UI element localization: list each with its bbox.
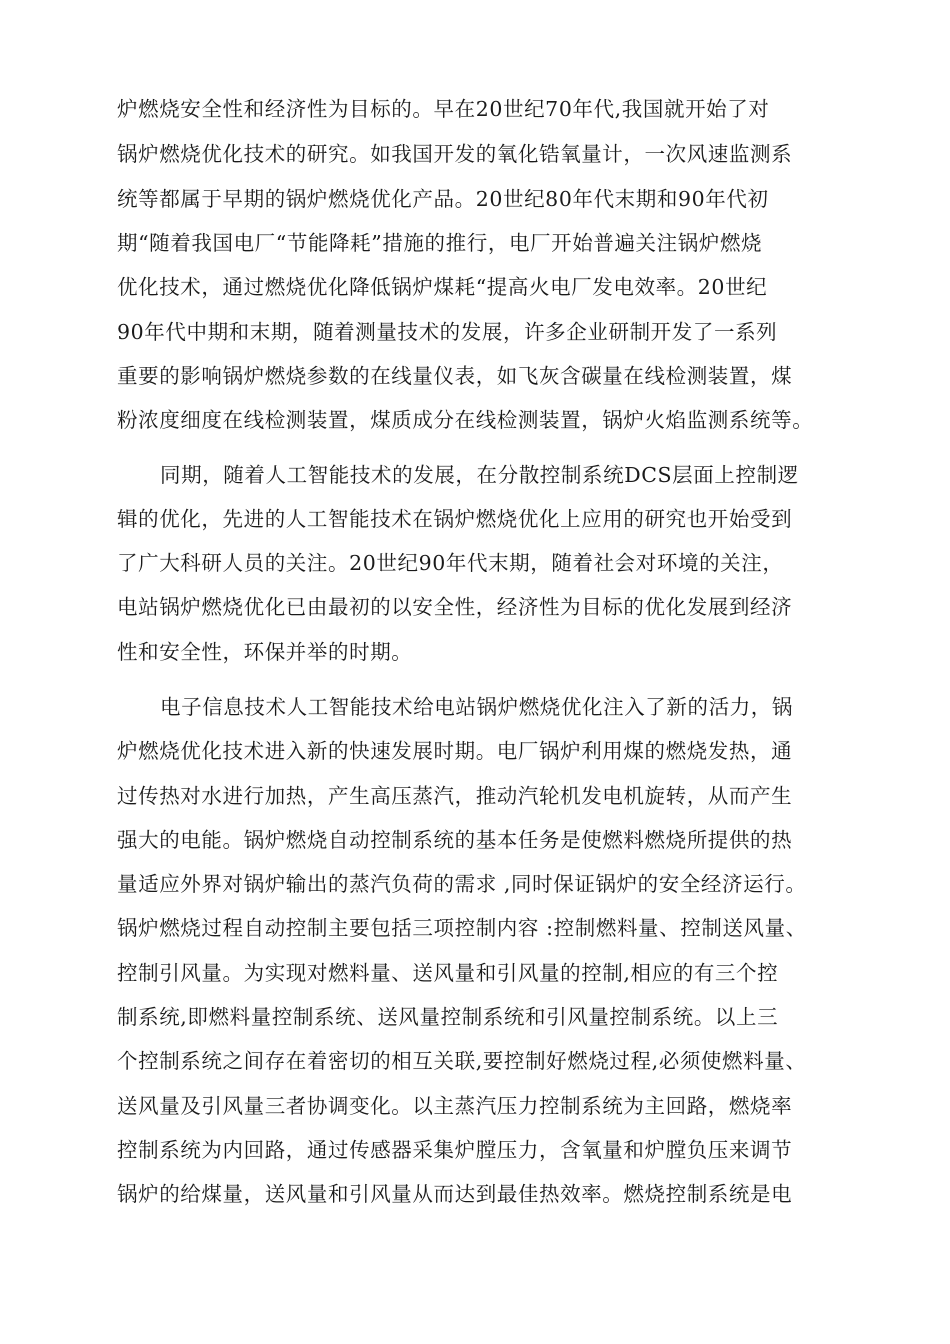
text-line: 90年代中期和末期，随着测量技术的发展，许多企业研制开发了一系列	[117, 320, 778, 344]
text-line: 电子信息技术人工智能技术给电站锅炉燃烧优化注入了新的活力，锅	[160, 695, 793, 719]
text-line: 送风量及引风量三者协调变化。以主蒸汽压力控制系统为主回路，燃烧率	[117, 1094, 793, 1118]
text-line: 锅炉燃烧过程自动控制主要包括三项控制内容 :控制燃料量、控制送风量、	[117, 916, 807, 940]
text-line: 过传热对水进行加热，产生高压蒸汽，推动汽轮机发电机旋转，从而产生	[117, 784, 793, 808]
text-line: 量适应外界对锅炉输出的蒸汽负荷的需求 ,同时保证锅炉的安全经济运行。	[117, 872, 807, 896]
text-line: 电站锅炉燃烧优化已由最初的以安全性，经济性为目标的优化发展到经济	[117, 595, 793, 619]
text-line: 期“随着我国电厂“节能降耗”措施的推行，电厂开始普遍关注锅炉燃烧	[117, 231, 763, 255]
text-line: 锅炉的给煤量，送风量和引风量从而达到最佳热效率。燃烧控制系统是电	[117, 1182, 793, 1206]
text-line: 粉浓度细度在线检测装置，煤质成分在线检测装置，锅炉火焰监测系统等。	[117, 408, 814, 432]
text-line: 锅炉燃烧优化技术的研究。如我国开发的氧化锆氧量计，一次风速监测系	[117, 142, 793, 166]
text-line: 制系统,即燃料量控制系统、送风量控制系统和引风量控制系统。以上三	[117, 1005, 779, 1029]
text-line: 同期，随着人工智能技术的发展，在分散控制系统DCS层面上控制逻	[160, 463, 799, 487]
text-line: 重要的影响锅炉燃烧参数的在线量仪表，如飞灰含碳量在线检测装置，煤	[117, 364, 793, 388]
text-line: 炉燃烧优化技术进入新的快速发展时期。电厂锅炉利用煤的燃烧发热，通	[117, 739, 793, 763]
text-line: 性和安全性，环保并举的时期。	[117, 640, 413, 664]
text-line: 优化技术，通过燃烧优化降低锅炉煤耗“提高火电厂发电效率。20世纪	[117, 275, 768, 299]
text-line: 统等都属于早期的锅炉燃烧优化产品。20世纪80年代末期和90年代初	[117, 187, 769, 211]
text-line: 辑的优化，先进的人工智能技术在锅炉燃烧优化上应用的研究也开始受到	[117, 507, 793, 531]
text-line: 控制系统为内回路，通过传感器采集炉膛压力，含氧量和炉膛负压来调节	[117, 1138, 793, 1162]
text-line: 个控制系统之间存在着密切的相互关联,要控制好燃烧过程,必须使燃料量、	[117, 1049, 807, 1073]
text-line: 强大的电能。锅炉燃烧自动控制系统的基本任务是使燃料燃烧所提供的热	[117, 828, 793, 852]
text-line: 控制引风量。为实现对燃料量、送风量和引风量的控制,相应的有三个控	[117, 961, 779, 985]
text-line: 炉燃烧安全性和经济性为目标的。早在20世纪70年代,我国就开始了对	[117, 97, 770, 121]
text-line: 了广大科研人员的关注。20世纪90年代末期，随着社会对环境的关注，	[117, 551, 784, 575]
